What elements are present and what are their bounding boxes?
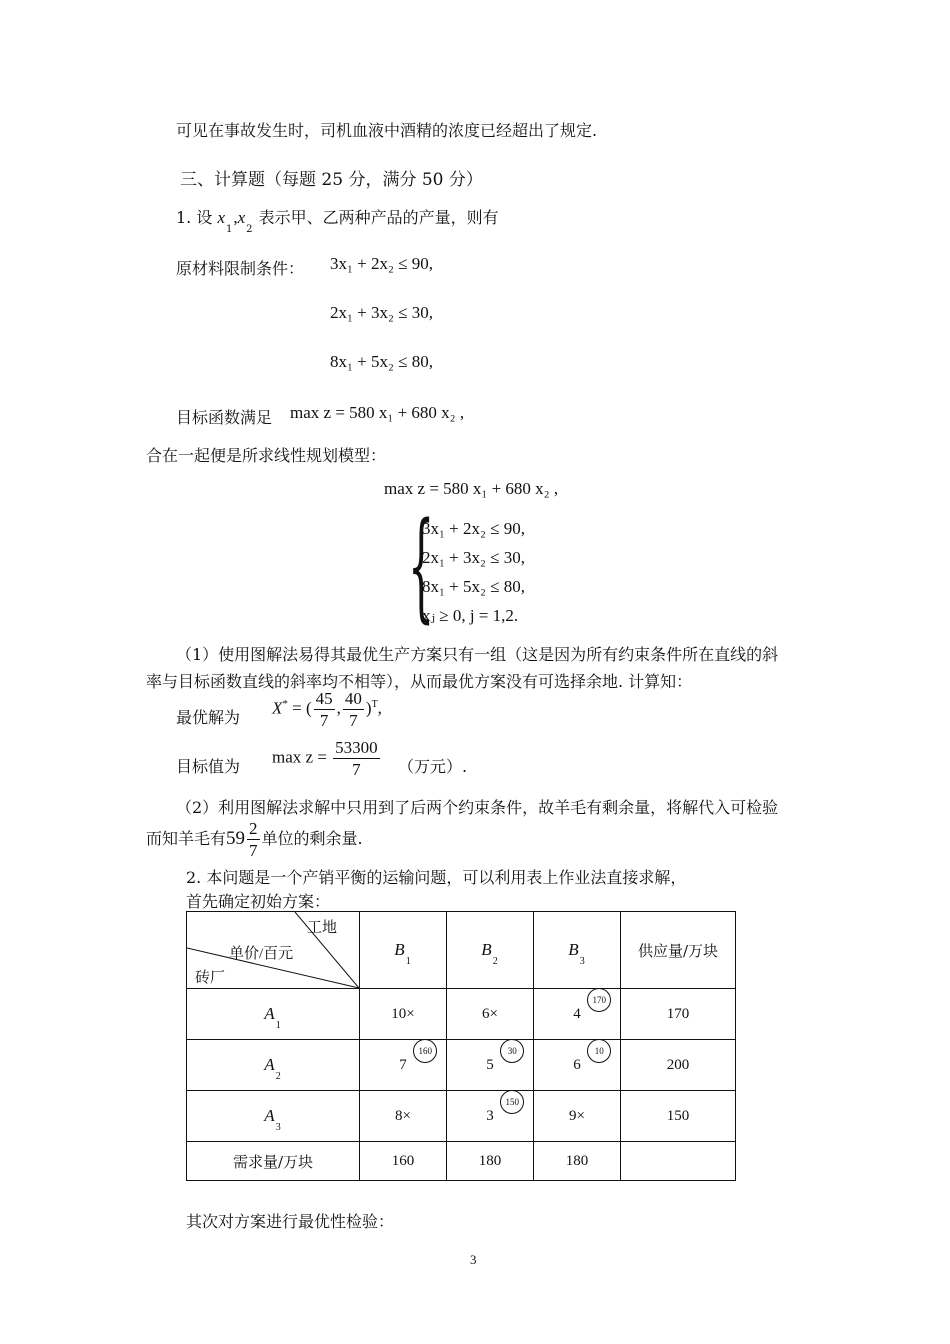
- part2-line-1: （2）利用图解法求解中只用到了后两个约束条件，故羊毛有剩余量，将解代入可检验: [176, 798, 779, 817]
- opt-den-2: 7: [349, 711, 358, 730]
- var-comma: ,: [233, 208, 238, 227]
- var-x1: x: [217, 208, 225, 227]
- cell-value: 9×: [569, 1107, 585, 1124]
- system-row-2: 2x₁ + 3x₂ ≤ 30,: [422, 548, 526, 567]
- system-row-3: 8x₁ + 5x₂ ≤ 80,: [422, 577, 526, 596]
- row-head-a1: [187, 989, 360, 1040]
- opt-frac-2: [343, 688, 364, 731]
- opt-den-1: 7: [319, 711, 329, 730]
- system-brace: {: [408, 496, 435, 634]
- constraint-2: 2x₁ + 3x₂ ≤ 30,: [330, 303, 434, 322]
- part2-num: 2: [249, 819, 258, 838]
- col-b1-sub: 1: [405, 956, 411, 967]
- cell-value: [486, 1045, 517, 1074]
- cell-value: [399, 1045, 432, 1074]
- col-b3-sub: 3: [579, 956, 585, 967]
- demand-b1: 160: [360, 1142, 447, 1181]
- target-unit: （万元）.: [398, 757, 468, 776]
- demand-label: 需求量/万块: [187, 1142, 360, 1181]
- diag-mid-label: 单价/百元: [229, 946, 294, 962]
- constraint-3: 8x₁ + 5x₂ ≤ 80,: [330, 352, 434, 371]
- cell-value: 8×: [395, 1107, 411, 1124]
- allocation-circle: 170: [587, 988, 611, 1012]
- cell-value: [486, 1096, 519, 1125]
- allocation-circle: 150: [500, 1090, 524, 1114]
- constraint-1: 3x₁ + 2x₂ ≤ 90,: [330, 254, 434, 273]
- demand-b3: 180: [534, 1142, 621, 1181]
- cell-cost: 3: [486, 1107, 494, 1124]
- cell-a3-b3: [534, 1091, 621, 1142]
- row-a3-sym: A: [264, 1106, 275, 1125]
- cell-cost: 7: [399, 1056, 407, 1073]
- after-table-line: 其次对方案进行最优性检验：: [186, 1212, 395, 1231]
- cell-a1-b1: [360, 989, 447, 1040]
- opt-transpose: T: [371, 698, 378, 710]
- row-a1-sym: A: [264, 1004, 275, 1023]
- col-b2-sub: 2: [492, 956, 498, 967]
- allocation-circle: 160: [413, 1039, 437, 1063]
- target-num: 53300: [335, 738, 378, 757]
- cell-a1-b3: [534, 989, 621, 1040]
- supply-a1: 170: [621, 989, 736, 1040]
- row-a2-sym: A: [264, 1055, 275, 1074]
- var-x1-sub: 1: [226, 224, 233, 235]
- objective-formula: max z = 580 x₁ + 680 x₂ ,: [290, 403, 465, 422]
- part2-whole: 59: [226, 828, 246, 849]
- supply-a2: 200: [621, 1040, 736, 1091]
- transport-table: [186, 911, 736, 1181]
- cell-value: [573, 994, 606, 1023]
- target-max: max z =: [272, 747, 327, 767]
- row-head-a2: [187, 1040, 360, 1091]
- section-heading: 三、计算题（每题 25 分，满分 50 分）: [180, 170, 483, 190]
- col-b2-sym: B: [481, 940, 492, 959]
- demand-row: [187, 1142, 736, 1181]
- cell-value: [573, 1045, 604, 1074]
- opt-frac-1: [314, 688, 335, 731]
- system-row-1: 3x₁ + 2x₂ ≤ 90,: [422, 519, 526, 538]
- opt-sep: ,: [336, 698, 341, 718]
- col-head-b2: [447, 912, 534, 989]
- cell-cost: 4: [573, 1005, 581, 1022]
- problem-2-line-1: 2. 本问题是一个产销平衡的运输问题，可以利用表上作业法直接求解，: [186, 868, 687, 887]
- col-head-b1: [360, 912, 447, 989]
- cell-a2-b1: [360, 1040, 447, 1091]
- optimal-label: 最优解为: [176, 708, 241, 727]
- demand-total: [621, 1142, 736, 1181]
- row-head-a3: [187, 1091, 360, 1142]
- supply-a3: 150: [621, 1091, 736, 1142]
- cell-a2-b2: [447, 1040, 534, 1091]
- col-b1-sym: B: [394, 940, 405, 959]
- cell-value: 10×: [391, 1005, 415, 1022]
- diag-bottom-label: 砖厂: [195, 970, 226, 986]
- target-formula: [272, 737, 382, 780]
- diagonal-header-cell: [187, 912, 360, 989]
- optimal-formula: [272, 688, 382, 731]
- opt-x: X: [272, 698, 283, 718]
- system-row-4: xⱼ ≥ 0, j = 1,2.: [422, 606, 519, 625]
- cell-a3-b2: [447, 1091, 534, 1142]
- row-a2-sub: 2: [275, 1071, 281, 1082]
- cell-a3-b1: [360, 1091, 447, 1142]
- cell-value: 6×: [482, 1005, 498, 1022]
- supply-head: 供应量/万块: [621, 912, 736, 989]
- opt-eq: = (: [292, 698, 312, 718]
- table-header-row: [187, 912, 736, 989]
- cell-cost: 5: [486, 1056, 494, 1073]
- part2-den: 7: [249, 841, 258, 860]
- page-number: 3: [470, 1252, 477, 1267]
- allocation-circle: 10: [587, 1039, 611, 1063]
- combine-line: 合在一起便是所求线性规划模型：: [146, 446, 387, 465]
- var-x2-sub: 2: [246, 224, 253, 235]
- col-head-b3: [534, 912, 621, 989]
- part2-frac: [247, 818, 260, 861]
- target-frac: [333, 737, 380, 780]
- lead-text: 1. 设: [176, 208, 213, 227]
- part2-post: 单位的剩余量.: [261, 829, 363, 848]
- var-x2: x: [237, 208, 246, 227]
- opt-num-2: 40: [344, 689, 362, 708]
- cell-a1-b2: [447, 989, 534, 1040]
- cell-a2-b3: [534, 1040, 621, 1091]
- row-a1-sub: 1: [275, 1020, 281, 1031]
- part2-line-2: [146, 818, 363, 861]
- target-den: 7: [352, 760, 361, 779]
- table-row: [187, 1040, 736, 1091]
- problem-2-line-2: 首先确定初始方案：: [186, 892, 331, 911]
- part1-line-2: 率与目标函数直线的斜率均不相等），从而最优方案没有可选择余地. 计算知：: [146, 672, 693, 691]
- diag-top-label: 工地: [307, 920, 338, 936]
- demand-b2: 180: [447, 1142, 534, 1181]
- part2-pre: 而知羊毛有: [146, 829, 227, 848]
- objective-label: 目标函数满足: [176, 408, 273, 427]
- opt-close: ): [365, 698, 372, 718]
- row-a3-sub: 3: [275, 1122, 281, 1133]
- target-label: 目标值为: [176, 757, 241, 776]
- col-b3-sym: B: [568, 940, 579, 959]
- opt-num-1: 45: [315, 689, 333, 708]
- opt-end: ,: [377, 698, 382, 718]
- intro-line: 可见在事故发生时，司机血液中酒精的浓度已经超出了规定.: [176, 121, 598, 140]
- lead-rest: 表示甲、乙两种产品的产量，则有: [258, 208, 499, 227]
- part1-line-1: （1）使用图解法易得其最优生产方案只有一组（这是因为所有约束条件所在直线的斜: [176, 645, 779, 664]
- problem-1-lead: [176, 205, 499, 235]
- table-row: [187, 1091, 736, 1142]
- cell-cost: 6: [573, 1056, 581, 1073]
- opt-star: *: [282, 697, 288, 710]
- model-objective: max z = 580 x₁ + 680 x₂ ,: [384, 479, 559, 498]
- allocation-circle: 30: [500, 1039, 524, 1063]
- material-label: 原材料限制条件：: [176, 259, 305, 278]
- table-row: [187, 989, 736, 1040]
